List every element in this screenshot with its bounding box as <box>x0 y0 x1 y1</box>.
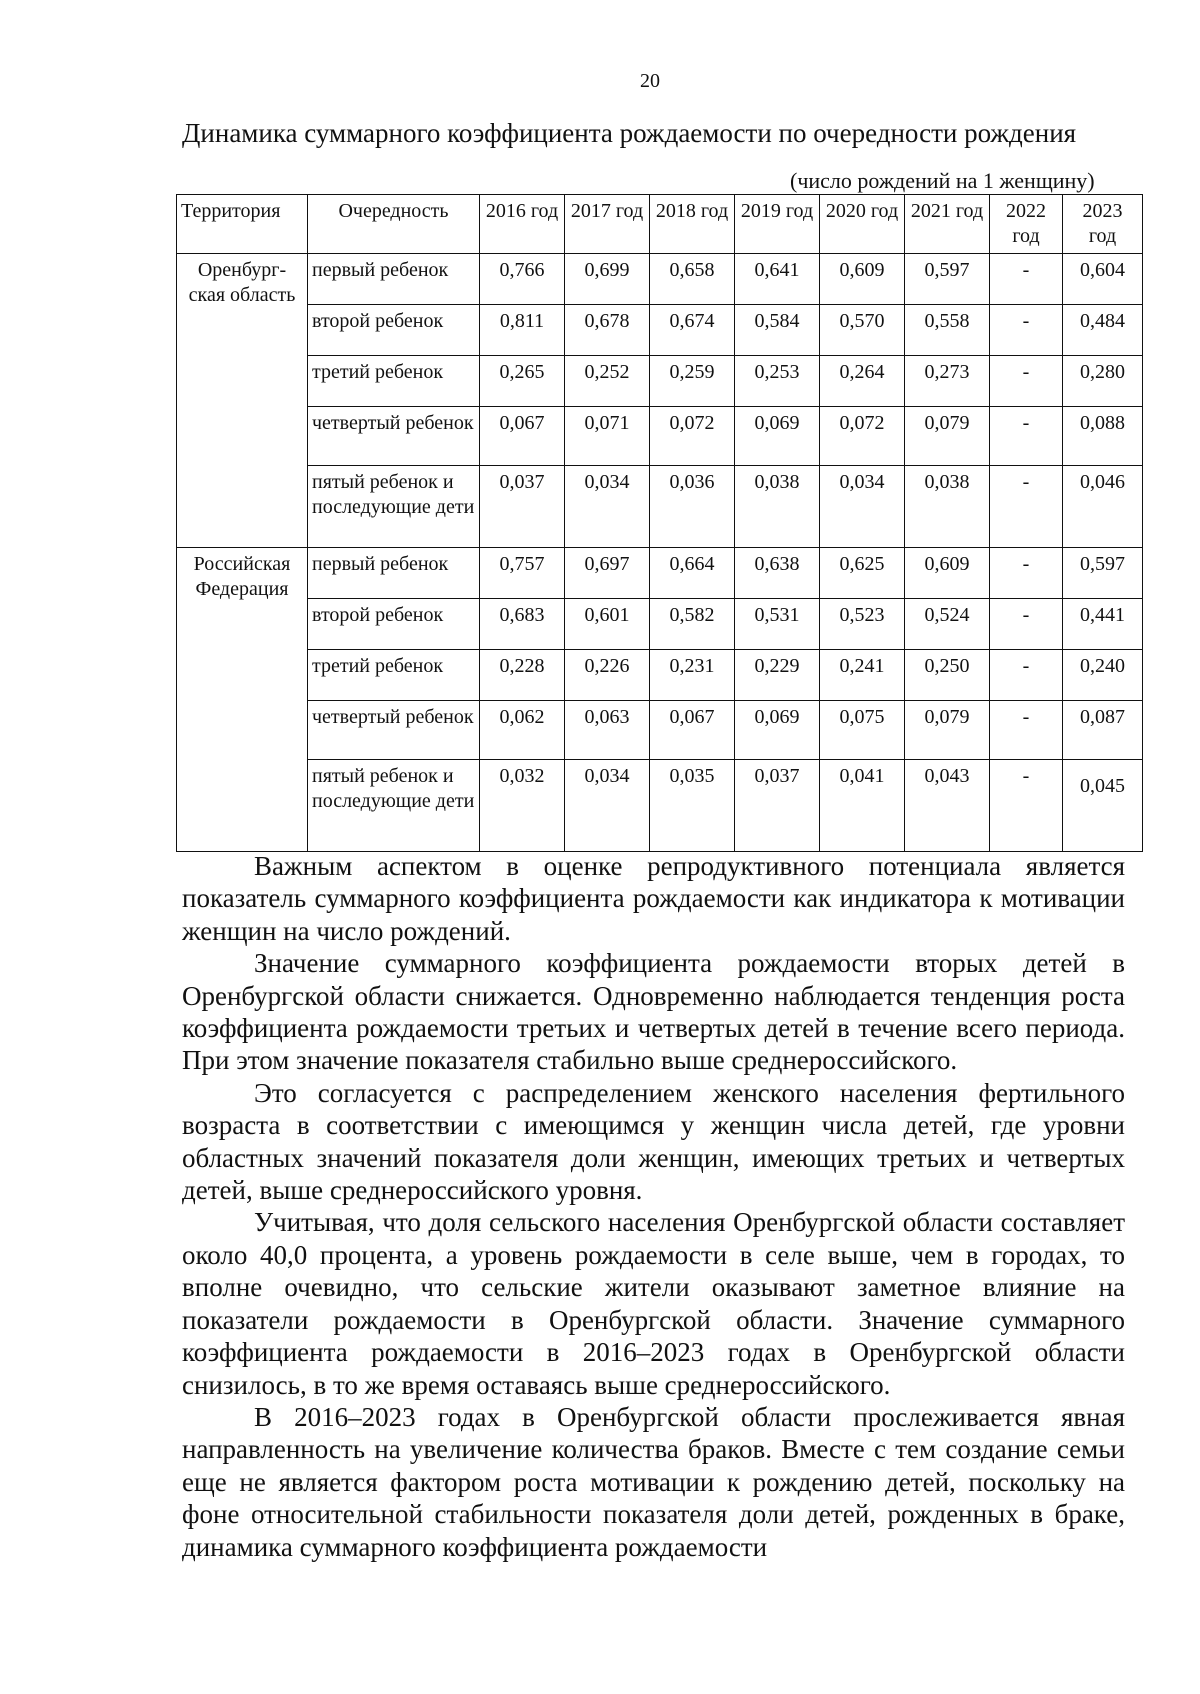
value-cell: 0,766 <box>480 254 565 305</box>
value-cell: 0,524 <box>905 599 990 650</box>
table-row <box>177 701 1143 760</box>
value-cell: - <box>990 466 1063 548</box>
value-cell: 0,063 <box>565 701 650 760</box>
table-row <box>177 254 1143 305</box>
value-cell: 0,032 <box>480 760 565 852</box>
value-cell: 0,043 <box>905 760 990 852</box>
value-cell: 0,484 <box>1063 305 1143 356</box>
value-cell: 0,240 <box>1063 650 1143 701</box>
value-cell: 0,062 <box>480 701 565 760</box>
order-cell: второй ребенок <box>308 599 480 650</box>
value-cell: 0,241 <box>820 650 905 701</box>
value-cell: 0,658 <box>650 254 735 305</box>
table-row <box>177 356 1143 407</box>
header-year: 2017 год <box>565 195 650 254</box>
value-cell: 0,067 <box>650 701 735 760</box>
order-cell: третий ребенок <box>308 356 480 407</box>
value-cell: 0,678 <box>565 305 650 356</box>
value-cell: 0,034 <box>565 760 650 852</box>
order-cell: второй ребенок <box>308 305 480 356</box>
value-cell: 0,664 <box>650 548 735 599</box>
paragraph: Учитывая, что доля сельского населения Оренбургской области составляет около 40,0 процента, а уровень рождаемости в селе выше, чем в городах, то вполне очевидно, что сельские жители оказывают заметное влияние на показатели рождаемости в Оренбургской области. Значение суммарного коэффициента рождаемости в 2016–2023 годах в Оренбургской области снизилось, в то же время оставаясь выше среднероссийского. <box>182 1207 1125 1400</box>
value-cell: 0,079 <box>905 407 990 466</box>
table-row <box>177 548 1143 599</box>
header-year: 2023 год <box>1063 195 1143 254</box>
value-cell: 0,757 <box>480 548 565 599</box>
value-cell: 0,641 <box>735 254 820 305</box>
value-cell: 0,035 <box>650 760 735 852</box>
paragraph: В 2016–2023 годах в Оренбургской области прослеживается явная направленность на увеличение количества браков. Вместе с тем создание семьи еще не является фактором роста мотивации к рождению детей, поскольку на фоне относительной стабильности показателя доли детей, рожденных в браке, динамика суммарного коэффициента рождаемости <box>182 1401 1125 1562</box>
body-text <box>182 850 1125 1563</box>
value-cell: 0,034 <box>565 466 650 548</box>
table-unit-note: (число рождений на 1 женщину) <box>790 168 1095 193</box>
value-cell: 0,046 <box>1063 466 1143 548</box>
order-cell: четвертый ребенок <box>308 407 480 466</box>
value-cell: - <box>990 701 1063 760</box>
value-cell: 0,604 <box>1063 254 1143 305</box>
value-cell: 0,250 <box>905 650 990 701</box>
value-cell: 0,045 <box>1063 760 1143 852</box>
value-cell: 0,037 <box>480 466 565 548</box>
table-row <box>177 305 1143 356</box>
value-cell: 0,264 <box>820 356 905 407</box>
value-cell: 0,597 <box>1063 548 1143 599</box>
territory-cell: Российская Федерация <box>177 548 308 852</box>
value-cell: - <box>990 650 1063 701</box>
value-cell: - <box>990 548 1063 599</box>
value-cell: 0,609 <box>820 254 905 305</box>
order-cell: первый ребенок <box>308 548 480 599</box>
value-cell: 0,273 <box>905 356 990 407</box>
header-year: 2021 год <box>905 195 990 254</box>
header-year: 2020 год <box>820 195 905 254</box>
table-title: Динамика суммарного коэффициента рождаемости по очередности рождения <box>182 118 1077 148</box>
value-cell: 0,683 <box>480 599 565 650</box>
value-cell: - <box>990 305 1063 356</box>
value-cell: 0,584 <box>735 305 820 356</box>
header-year: 2018 год <box>650 195 735 254</box>
value-cell: 0,265 <box>480 356 565 407</box>
value-cell: 0,582 <box>650 599 735 650</box>
value-cell: 0,441 <box>1063 599 1143 650</box>
value-cell: 0,570 <box>820 305 905 356</box>
value-cell: 0,088 <box>1063 407 1143 466</box>
header-year: 2022 год <box>990 195 1063 254</box>
order-cell: четвертый ребенок <box>308 701 480 760</box>
order-cell: первый ребенок <box>308 254 480 305</box>
value-cell: 0,638 <box>735 548 820 599</box>
value-cell: 0,072 <box>820 407 905 466</box>
value-cell: 0,079 <box>905 701 990 760</box>
value-cell: 0,252 <box>565 356 650 407</box>
value-cell: 0,558 <box>905 305 990 356</box>
value-cell: 0,609 <box>905 548 990 599</box>
order-cell: третий ребенок <box>308 650 480 701</box>
value-cell: 0,069 <box>735 701 820 760</box>
value-cell: - <box>990 599 1063 650</box>
value-cell: 0,071 <box>565 407 650 466</box>
value-cell: 0,259 <box>650 356 735 407</box>
value-cell: 0,038 <box>905 466 990 548</box>
paragraph: Это согласуется с распределением женского населения фертильного возраста в соответствии с имеющимся у женщин числа детей, где уровни областных значений показателя доли женщин, имеющих третьих и четвертых детей, выше среднероссийского уровня. <box>182 1077 1125 1206</box>
table-header-row <box>177 195 1143 254</box>
value-cell: 0,037 <box>735 760 820 852</box>
value-cell: 0,253 <box>735 356 820 407</box>
order-cell: пятый ребенок и последующие дети <box>308 466 480 548</box>
table-row <box>177 599 1143 650</box>
value-cell: 0,674 <box>650 305 735 356</box>
header-territory: Территория <box>177 195 308 254</box>
value-cell: 0,226 <box>565 650 650 701</box>
value-cell: - <box>990 356 1063 407</box>
value-cell: 0,229 <box>735 650 820 701</box>
header-year: 2019 год <box>735 195 820 254</box>
value-cell: 0,601 <box>565 599 650 650</box>
value-cell: 0,069 <box>735 407 820 466</box>
value-cell: 0,075 <box>820 701 905 760</box>
value-cell: 0,067 <box>480 407 565 466</box>
paragraph: Важным аспектом в оценке репродуктивного потенциала является показатель суммарного коэффициента рождаемости как индикатора к мотивации женщин на число рождений. <box>182 851 1125 946</box>
value-cell: 0,041 <box>820 760 905 852</box>
value-cell: 0,280 <box>1063 356 1143 407</box>
value-cell: - <box>990 254 1063 305</box>
value-cell: 0,699 <box>565 254 650 305</box>
value-cell: 0,811 <box>480 305 565 356</box>
value-cell: 0,072 <box>650 407 735 466</box>
page-number: 20 <box>640 70 660 92</box>
header-year: 2016 год <box>480 195 565 254</box>
value-cell: 0,034 <box>820 466 905 548</box>
table-row <box>177 650 1143 701</box>
territory-cell: Оренбург-ская область <box>177 254 308 548</box>
value-cell: 0,087 <box>1063 701 1143 760</box>
value-cell: 0,597 <box>905 254 990 305</box>
order-cell: пятый ребенок и последующие дети <box>308 760 480 852</box>
table-row <box>177 466 1143 548</box>
table-row <box>177 760 1143 852</box>
value-cell: 0,231 <box>650 650 735 701</box>
value-cell: 0,697 <box>565 548 650 599</box>
value-cell: 0,036 <box>650 466 735 548</box>
value-cell: 0,523 <box>820 599 905 650</box>
value-cell: - <box>990 407 1063 466</box>
value-cell: 0,531 <box>735 599 820 650</box>
value-cell: 0,038 <box>735 466 820 548</box>
table-row <box>177 407 1143 466</box>
header-order: Очередность <box>308 195 480 254</box>
fertility-table <box>176 194 1143 852</box>
paragraph: Значение суммарного коэффициента рождаемости вторых детей в Оренбургской области снижается. Одновременно наблюдается тенденция роста коэффициента рождаемости третьих и четвертых детей в течение всего периода. При этом значение показателя стабильно выше среднероссийского. <box>182 948 1125 1076</box>
value-cell: 0,228 <box>480 650 565 701</box>
value-cell: - <box>990 760 1063 852</box>
value-cell: 0,625 <box>820 548 905 599</box>
